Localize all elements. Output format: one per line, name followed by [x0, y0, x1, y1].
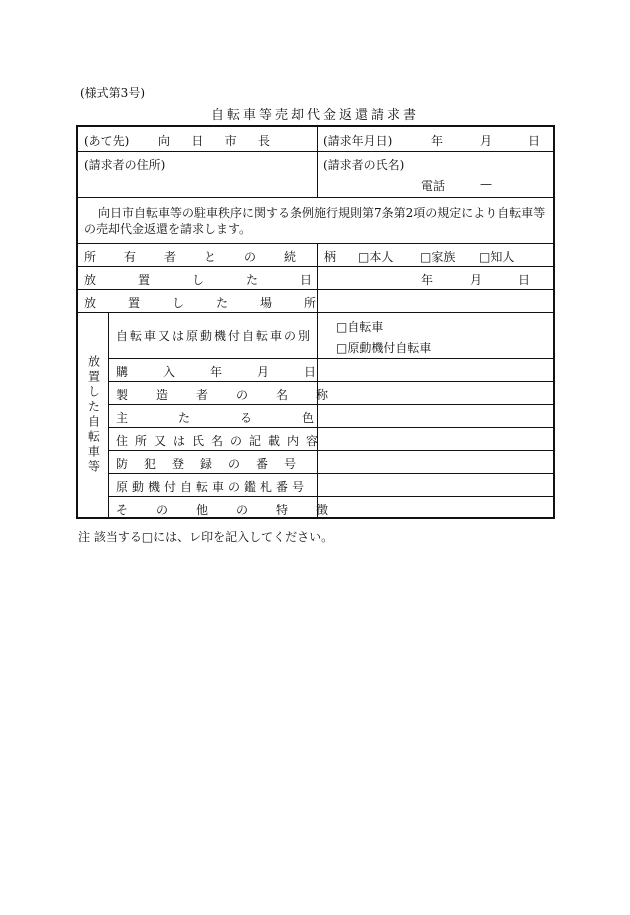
- request-year-unit: 年: [431, 134, 444, 148]
- abandon-month-unit: 月: [470, 273, 483, 287]
- request-month-unit: 月: [480, 134, 493, 148]
- row-divider: [108, 427, 553, 428]
- row-divider: [108, 404, 553, 405]
- name-address-label: 住所又は氏名の記載内容: [116, 434, 326, 448]
- vehicle-type-label: 自転車又は原動機付自転車の別: [116, 329, 313, 343]
- option-bicycle[interactable]: □自転車: [336, 320, 384, 334]
- option-moped[interactable]: □原動機付自転車: [336, 341, 432, 355]
- abandon-place-label: 放置した場所: [84, 296, 349, 310]
- row-divider: [78, 266, 553, 267]
- address-label: (請求者の住所): [84, 158, 166, 172]
- name-label: (請求者の氏名): [323, 158, 405, 172]
- request-day-unit: 日: [528, 134, 541, 148]
- document-title: 自転車等売却代金返還請求書: [210, 108, 419, 123]
- abandon-date-label: 放置した日: [84, 273, 355, 287]
- option-self[interactable]: □本人: [358, 250, 394, 264]
- row-divider: [108, 381, 553, 382]
- row-divider: [108, 496, 553, 497]
- row-divider: [78, 289, 553, 290]
- row-divider: [108, 358, 553, 359]
- footnote: 注 該当する□には、レ印を記入してください。: [78, 530, 334, 544]
- option-family[interactable]: □家族: [420, 250, 456, 264]
- column-divider: [108, 312, 109, 517]
- vehicle-group-label: 放置した自転車等: [86, 354, 101, 475]
- crime-registration-label: 防犯登録の番号: [116, 457, 313, 471]
- row-divider: [108, 473, 553, 474]
- maker-name-label: 製造者の名称: [116, 388, 357, 402]
- plate-number-label: 原動機付自転車の鑑札番号: [116, 480, 309, 494]
- column-divider: [317, 127, 318, 197]
- phone-separator: —: [480, 177, 492, 191]
- request-date-label: (請求年月日): [323, 134, 393, 148]
- request-form-table: [76, 125, 555, 519]
- purchase-date-label: 購入年月日: [116, 365, 352, 379]
- option-acquaintance[interactable]: □知人: [479, 250, 515, 264]
- request-statement: 向日市自転車等の駐車秩序に関する条例施行規則第7条第2項の規定により自転車等の売却代金返還を請求します。: [84, 206, 546, 236]
- main-color-label: 主たる色: [116, 411, 365, 425]
- row-divider: [78, 151, 553, 152]
- other-features-label: その他の特徴: [116, 503, 357, 517]
- addressee-name: 向 日 市 長: [158, 134, 270, 148]
- row-divider: [78, 312, 553, 313]
- row-divider: [78, 243, 553, 244]
- addressee-label: (あて先): [84, 134, 130, 148]
- abandon-year-unit: 年: [421, 273, 434, 287]
- form-number: (様式第3号): [80, 86, 145, 100]
- abandon-day-unit: 日: [518, 273, 531, 287]
- row-divider: [108, 450, 553, 451]
- phone-label: 電話: [421, 179, 446, 193]
- relationship-label: 所有者との続柄: [84, 250, 365, 264]
- row-divider: [78, 197, 553, 198]
